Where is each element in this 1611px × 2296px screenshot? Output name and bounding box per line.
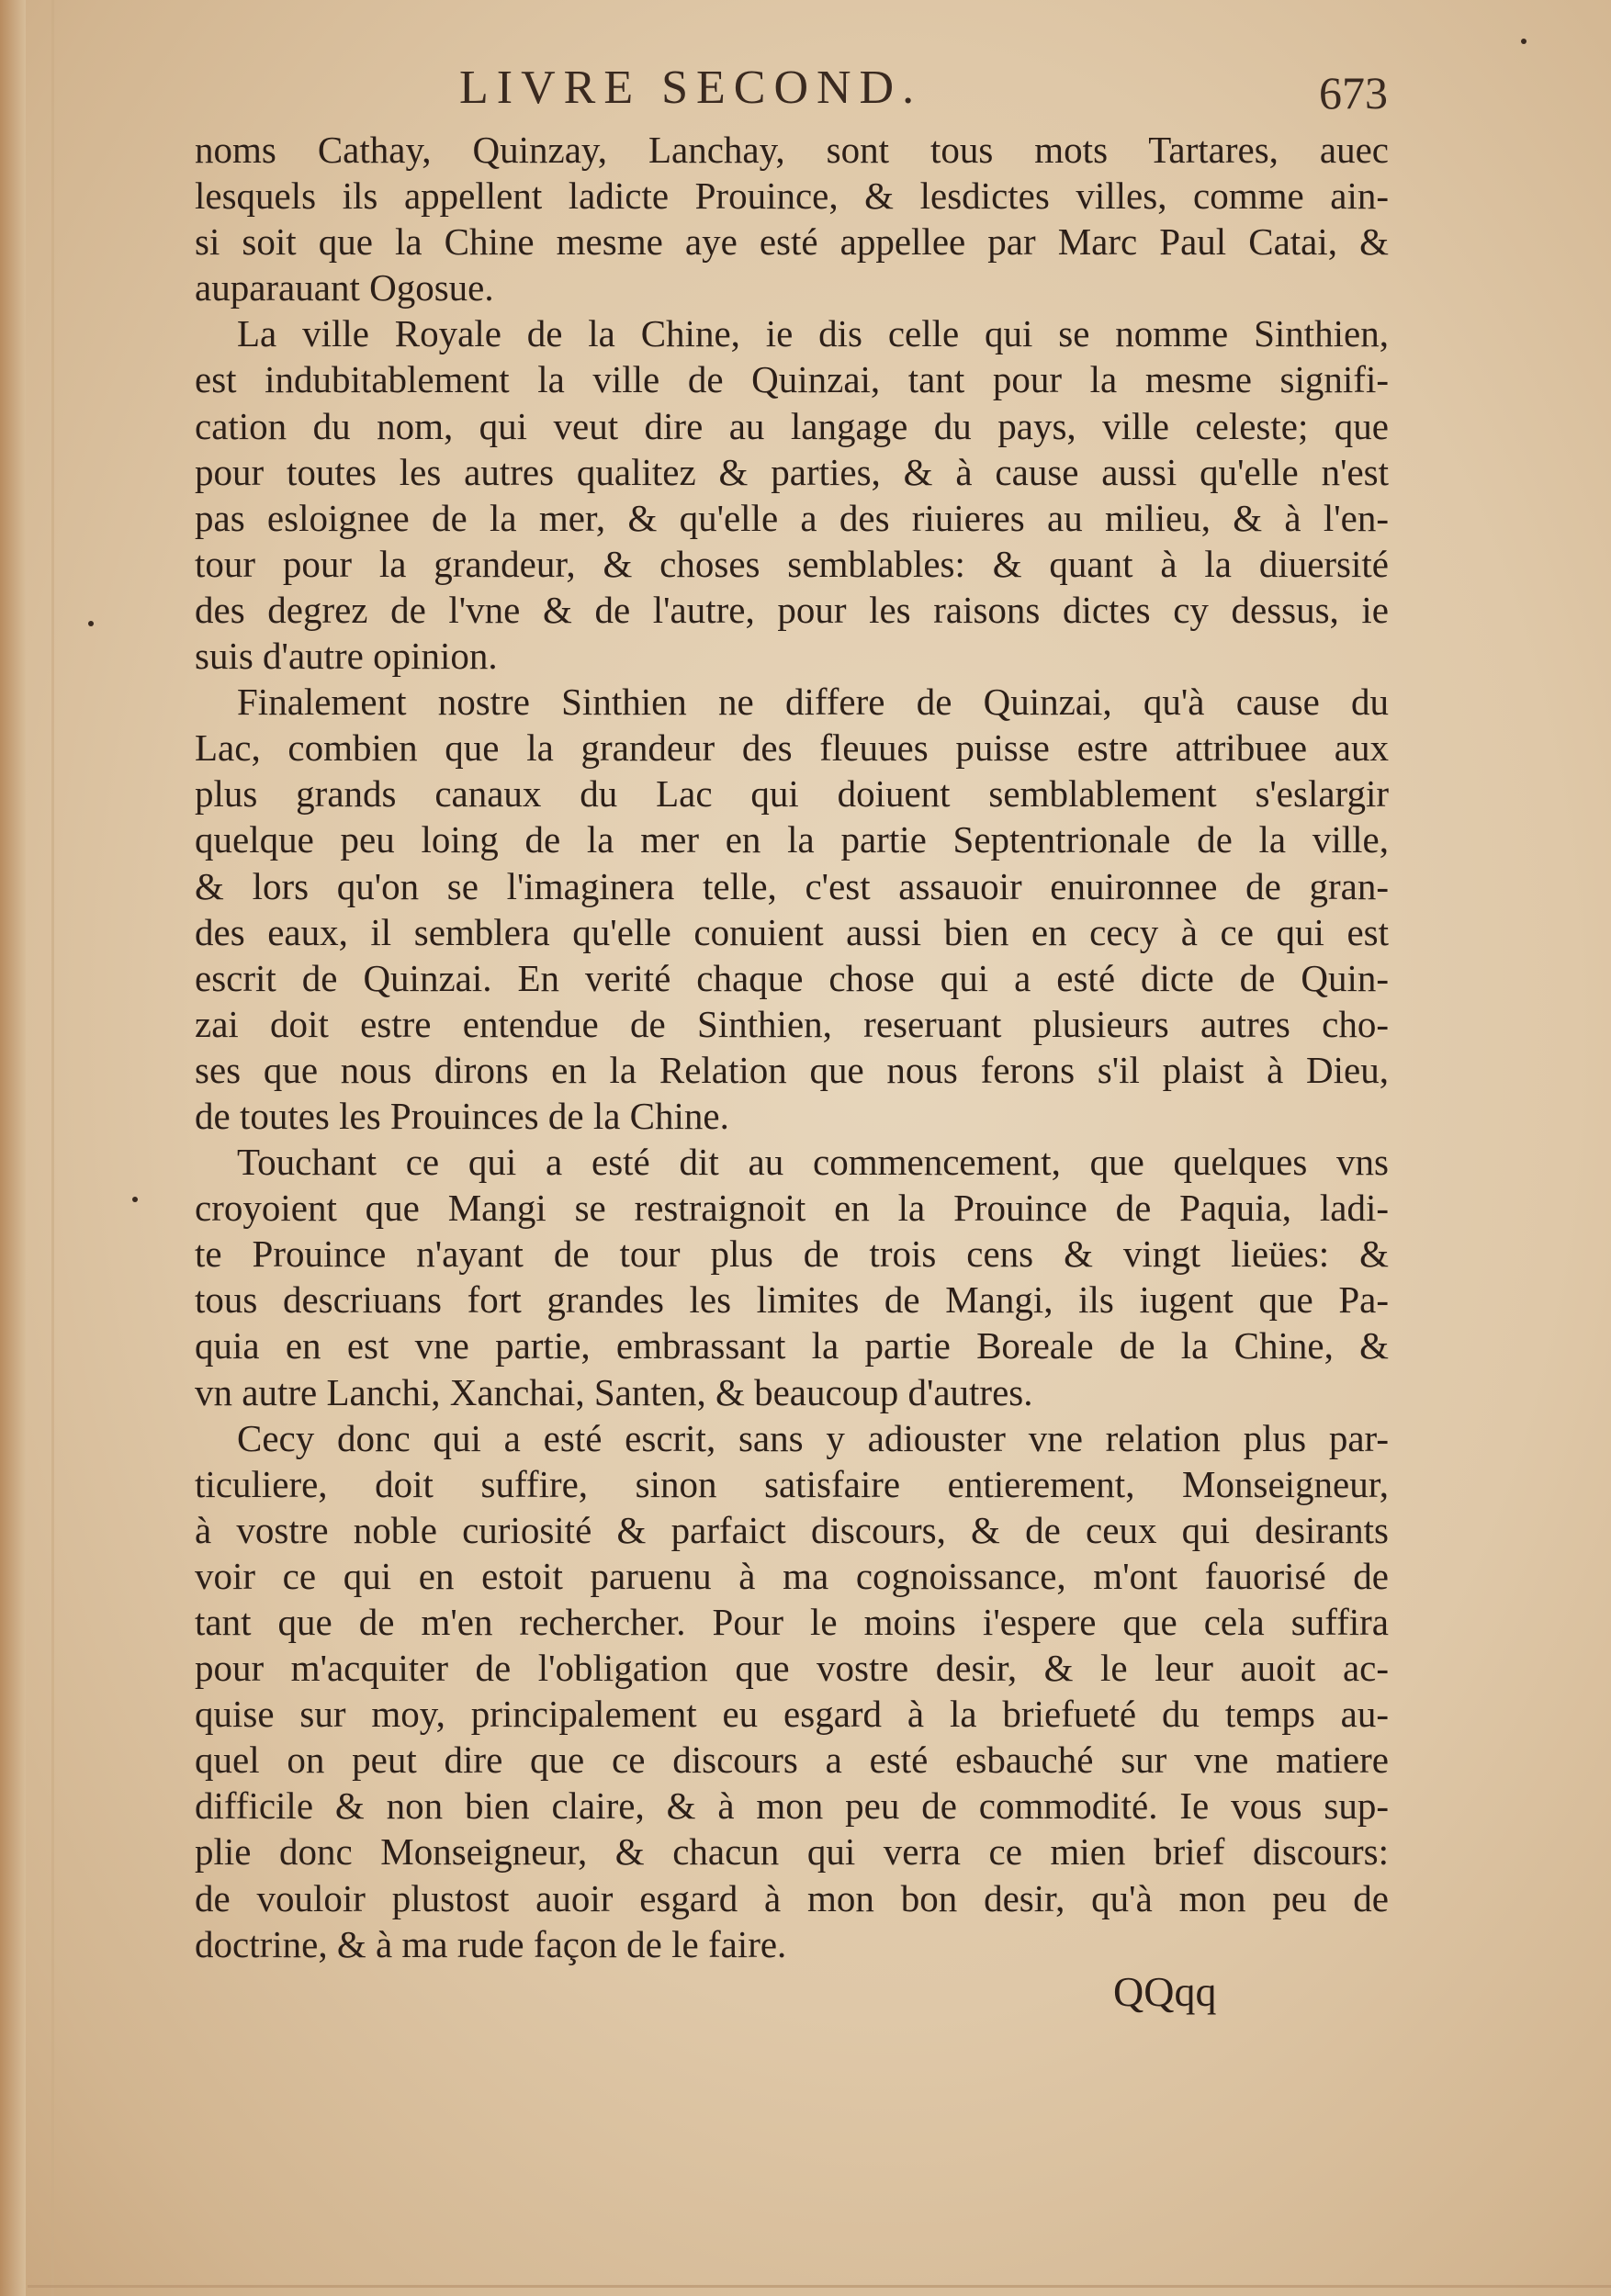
page-number: 673: [1319, 67, 1388, 118]
text-line: tous descriuans fort grandes les limites de Mangi, ils iugent que Pa-: [195, 1278, 1389, 1322]
text-line: doctrine, & à ma rude façon de le faire.: [195, 1922, 787, 1965]
text-line: plus grands canaux du Lac qui doiuent semblablement s'eslargir: [195, 772, 1389, 816]
text-line: La ville Royale de la Chine, ie dis celle qui se nomme Sinthien,: [237, 312, 1389, 355]
text-line: auparauant Ogosue.: [195, 266, 494, 310]
text-line: pas esloignee de la mer, & qu'elle a des riuieres au milieu, & à l'en-: [195, 496, 1389, 539]
page-gutter-edge: [0, 0, 26, 2296]
text-line: ticuliere, doit suffire, sinon satisfaire entierement, Monseigneur,: [195, 1462, 1389, 1505]
text-line: Touchant ce qui a esté dit au commencement, que quelques vns: [237, 1141, 1389, 1184]
margin-speck: [1521, 39, 1527, 44]
text-line: difficile & non bien claire, & à mon peu de commodité. Ie vous sup-: [195, 1784, 1389, 1828]
text-line: des eaux, il semblera qu'elle conuient aussi bien en cecy à ce qui est: [195, 910, 1389, 953]
text-line: quel on peut dire que ce discours a esté esbauché sur vne matiere: [195, 1739, 1389, 1782]
text-line: pour m'acquiter de l'obligation que vostre desir, & le leur auoit ac-: [195, 1647, 1389, 1690]
text-line: vn autre Lanchi, Xanchai, Santen, & beaucoup d'autres.: [195, 1370, 1033, 1413]
text-line: ses que nous dirons en la Relation que nous ferons s'il plaist à Dieu,: [195, 1048, 1389, 1091]
body-text: [195, 127, 1389, 1967]
text-line: tant que de m'en rechercher. Pour le moins i'espere que cela suffira: [195, 1601, 1389, 1643]
text-line: à vostre noble curiosité & parfaict discours, & de ceux qui desirants: [195, 1508, 1389, 1551]
running-head: LIVRE SECOND.: [459, 62, 923, 114]
text-line: plie donc Monseigneur, & chacun qui verra ce mien brief discours:: [195, 1830, 1389, 1874]
text-line: croyoient que Mangi se restraignoit en la Prouince de Paquia, ladi-: [195, 1187, 1389, 1230]
text-line: zai doit estre entendue de Sinthien, reseruant plusieurs autres cho-: [195, 1002, 1389, 1045]
text-line: des degrez de l'vne & de l'autre, pour les raisons dictes cy dessus, ie: [195, 588, 1389, 631]
text-line: est indubitablement la ville de Quinzai, tant pour la mesme signifi-: [195, 358, 1389, 401]
text-line: Finalement nostre Sinthien ne differe de Quinzai, qu'à cause du: [237, 681, 1389, 724]
text-line: pour toutes les autres qualitez & parties, & à cause aussi qu'elle n'est: [195, 450, 1389, 493]
text-line: voir ce qui en estoit paruenu à ma cognoissance, m'ont fauorisé de: [195, 1554, 1389, 1597]
left-margin-rule: [51, 0, 54, 2296]
margin-speck: [132, 1197, 138, 1202]
text-line: noms Cathay, Quinzay, Lanchay, sont tous mots Tartares, auec: [195, 129, 1389, 171]
text-line: lesquels ils appellent ladicte Prouince, & lesdictes villes, comme ain-: [195, 174, 1389, 218]
margin-speck: [88, 621, 94, 626]
text-line: te Prouince n'ayant de tour plus de trois cens & vingt lieües: &: [195, 1232, 1389, 1276]
text-line: quia en est vne partie, embrassant la partie Boreale de la Chine, &: [195, 1324, 1389, 1367]
text-line: Cecy donc qui a esté escrit, sans y adiouster vne relation plus par-: [237, 1416, 1389, 1459]
text-line: Lac, combien que la grandeur des fleuues puisse estre attribuee aux: [195, 726, 1389, 770]
signature-mark: QQqq: [1113, 1968, 1217, 2015]
text-line: tour pour la grandeur, & choses semblables: & quant à la diuersité: [195, 542, 1389, 585]
bottom-margin-rule: [28, 2285, 1611, 2288]
text-line: de vouloir plustost auoir esgard à mon bon desir, qu'à mon peu de: [195, 1876, 1389, 1919]
text-line: si soit que la Chine mesme aye esté appellee par Marc Paul Catai, &: [195, 220, 1389, 264]
text-line: de toutes les Prouinces de la Chine.: [195, 1094, 729, 1137]
text-line: suis d'autre opinion.: [195, 635, 498, 678]
text-line: cation du nom, qui veut dire au langage du pays, ville celeste; que: [195, 404, 1389, 447]
text-line: escrit de Quinzai. En verité chaque chose qui a esté dicte de Quin-: [195, 956, 1389, 999]
text-line: quelque peu loing de la mer en la partie Septentrionale de la ville,: [195, 818, 1389, 861]
text-line: & lors qu'on se l'imaginera telle, c'est assauoir enuironnee de gran-: [195, 864, 1389, 907]
text-line: quise sur moy, principalement eu esgard à la briefueté du temps au-: [195, 1693, 1389, 1736]
